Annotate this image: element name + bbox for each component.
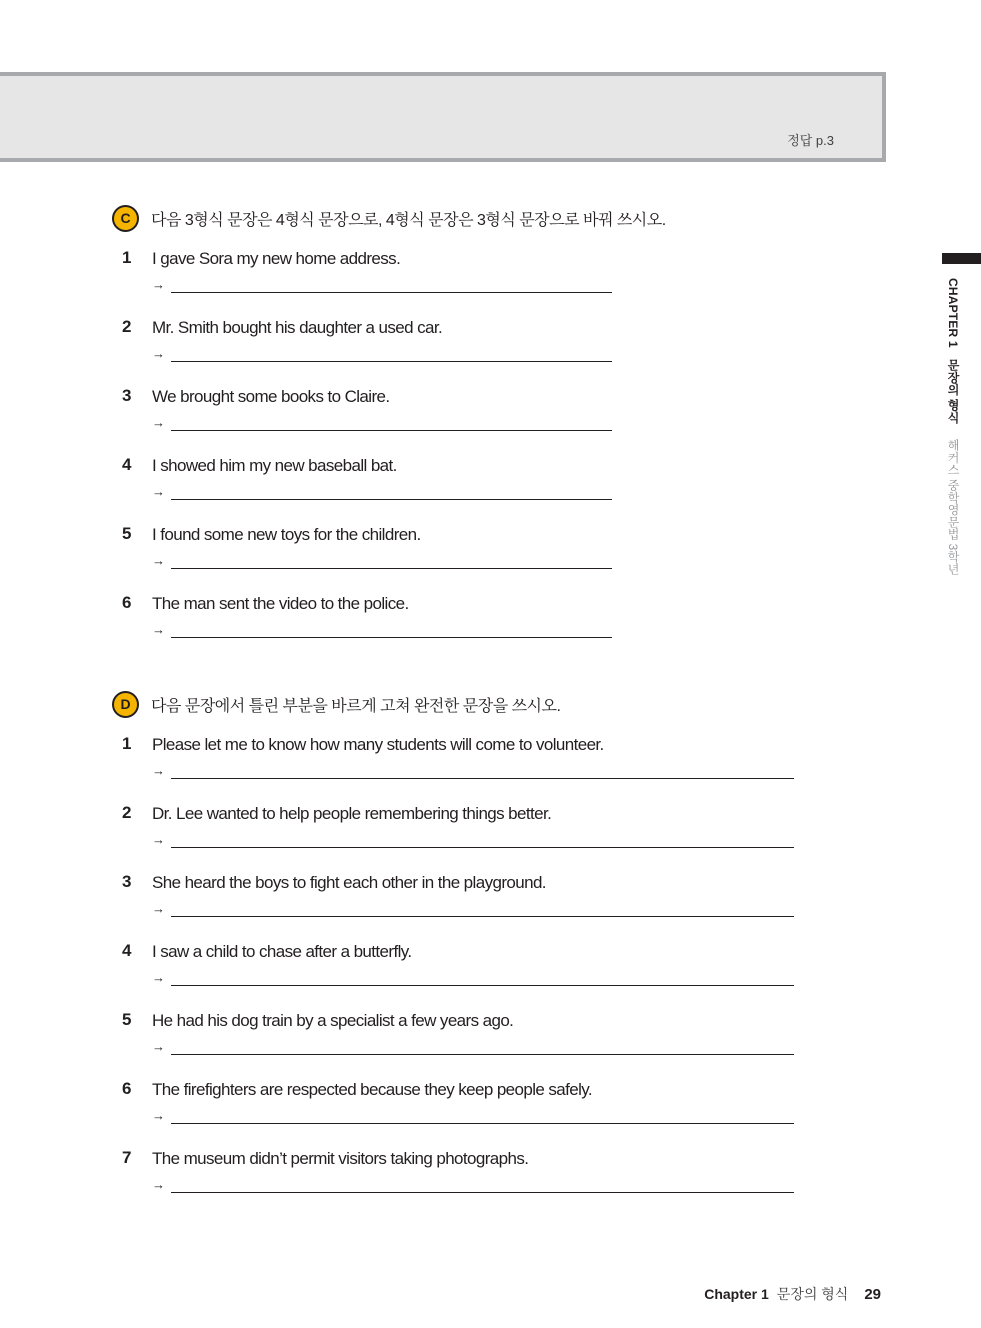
answer-blank[interactable]	[171, 985, 794, 986]
item-number: 4	[122, 455, 132, 474]
side-tab-title: 문장의 형식	[946, 359, 960, 424]
arrow-icon: →	[152, 346, 165, 361]
exercise-item	[112, 508, 666, 577]
arrow-icon: →	[152, 1039, 165, 1054]
arrow-icon: →	[152, 277, 165, 292]
exercise-item	[112, 577, 666, 646]
arrow-icon: →	[152, 832, 165, 847]
arrow-icon: →	[152, 553, 165, 568]
item-number: 1	[122, 734, 132, 753]
item-sentence: I showed him my new baseball bat.	[152, 456, 397, 475]
section-badge: D	[112, 691, 139, 718]
arrow-icon: →	[152, 415, 165, 430]
arrow-icon: →	[152, 901, 165, 916]
answer-blank[interactable]	[171, 916, 794, 917]
item-number: 6	[122, 1079, 132, 1098]
item-number: 6	[122, 593, 132, 612]
answer-blank[interactable]	[171, 499, 612, 500]
arrow-icon: →	[152, 1108, 165, 1123]
item-number: 2	[122, 803, 132, 822]
item-sentence: We brought some books to Claire.	[152, 387, 390, 406]
page-footer	[704, 1284, 881, 1304]
exercise-item	[112, 994, 560, 1063]
item-number: 3	[122, 386, 132, 405]
section-d	[112, 690, 604, 1201]
item-number: 4	[122, 941, 132, 960]
section-instruction	[112, 690, 560, 718]
exercise-item	[112, 925, 560, 994]
answer-blank[interactable]	[171, 637, 612, 638]
footer-title: 문장의 형식	[776, 1286, 849, 1302]
exercise-item	[112, 856, 560, 925]
item-number: 5	[122, 524, 132, 543]
answer-blank[interactable]	[171, 430, 612, 431]
side-tab	[942, 278, 962, 578]
exercise-item	[112, 301, 666, 370]
instruction-text: 다음 문장에서 틀린 부분을 바르게 고쳐 완전한 문장을 쓰시오.	[151, 697, 561, 715]
answer-blank[interactable]	[171, 847, 794, 848]
answer-reference: 정답 p.3	[787, 133, 834, 148]
exercise-item	[112, 232, 666, 301]
exercise-item	[112, 787, 560, 856]
arrow-icon: →	[152, 484, 165, 499]
exercise-item	[112, 1063, 593, 1132]
exercise-item	[112, 1132, 560, 1201]
side-tab-bar	[942, 253, 981, 264]
answer-blank[interactable]	[171, 1054, 794, 1055]
item-number: 1	[122, 248, 132, 267]
page-number: 29	[864, 1286, 881, 1303]
answer-blank[interactable]	[171, 1192, 794, 1193]
instruction-text: 다음 3형식 문장은 4형식 문장으로, 4형식 문장은 3형식 문장으로 바꿔 쓰시오.	[151, 211, 666, 229]
side-tab-book: 해커스 중학영문법 3학년	[946, 439, 960, 576]
item-sentence: The man sent the video to the police.	[152, 594, 409, 613]
exercise-item	[112, 439, 666, 508]
item-sentence: The museum didn’t permit visitors taking photographs.	[152, 1149, 529, 1168]
item-sentence: Dr. Lee wanted to help people remembering things better.	[152, 804, 552, 823]
item-sentence: I gave Sora my new home address.	[152, 249, 401, 268]
answer-blank[interactable]	[171, 292, 612, 293]
section-instruction	[112, 204, 666, 232]
arrow-icon: →	[152, 970, 165, 985]
arrow-icon: →	[152, 622, 165, 637]
footer-chapter: Chapter 1	[704, 1286, 769, 1302]
item-sentence: I saw a child to chase after a butterfly.	[152, 942, 412, 961]
arrow-icon: →	[152, 763, 165, 778]
header-box	[0, 72, 886, 162]
item-sentence: I found some new toys for the children.	[152, 525, 421, 544]
section-c	[112, 204, 666, 646]
exercise-item	[112, 718, 604, 787]
item-sentence: He had his dog train by a specialist a few years ago.	[152, 1011, 514, 1030]
item-number: 5	[122, 1010, 132, 1029]
item-sentence: The firefighters are respected because they keep people safely.	[152, 1080, 593, 1099]
item-number: 7	[122, 1148, 132, 1167]
item-sentence: Mr. Smith bought his daughter a used car.	[152, 318, 443, 337]
section-badge: C	[112, 205, 139, 232]
arrow-icon: →	[152, 1177, 165, 1192]
item-sentence: Please let me to know how many students will come to volunteer.	[152, 735, 604, 754]
answer-blank[interactable]	[171, 568, 612, 569]
answer-blank[interactable]	[171, 778, 794, 779]
answer-blank[interactable]	[171, 361, 612, 362]
exercise-item	[112, 370, 666, 439]
item-number: 3	[122, 872, 132, 891]
item-sentence: She heard the boys to fight each other in the playground.	[152, 873, 546, 892]
item-number: 2	[122, 317, 132, 336]
answer-blank[interactable]	[171, 1123, 794, 1124]
side-tab-chapter: CHAPTER 1	[946, 278, 960, 348]
